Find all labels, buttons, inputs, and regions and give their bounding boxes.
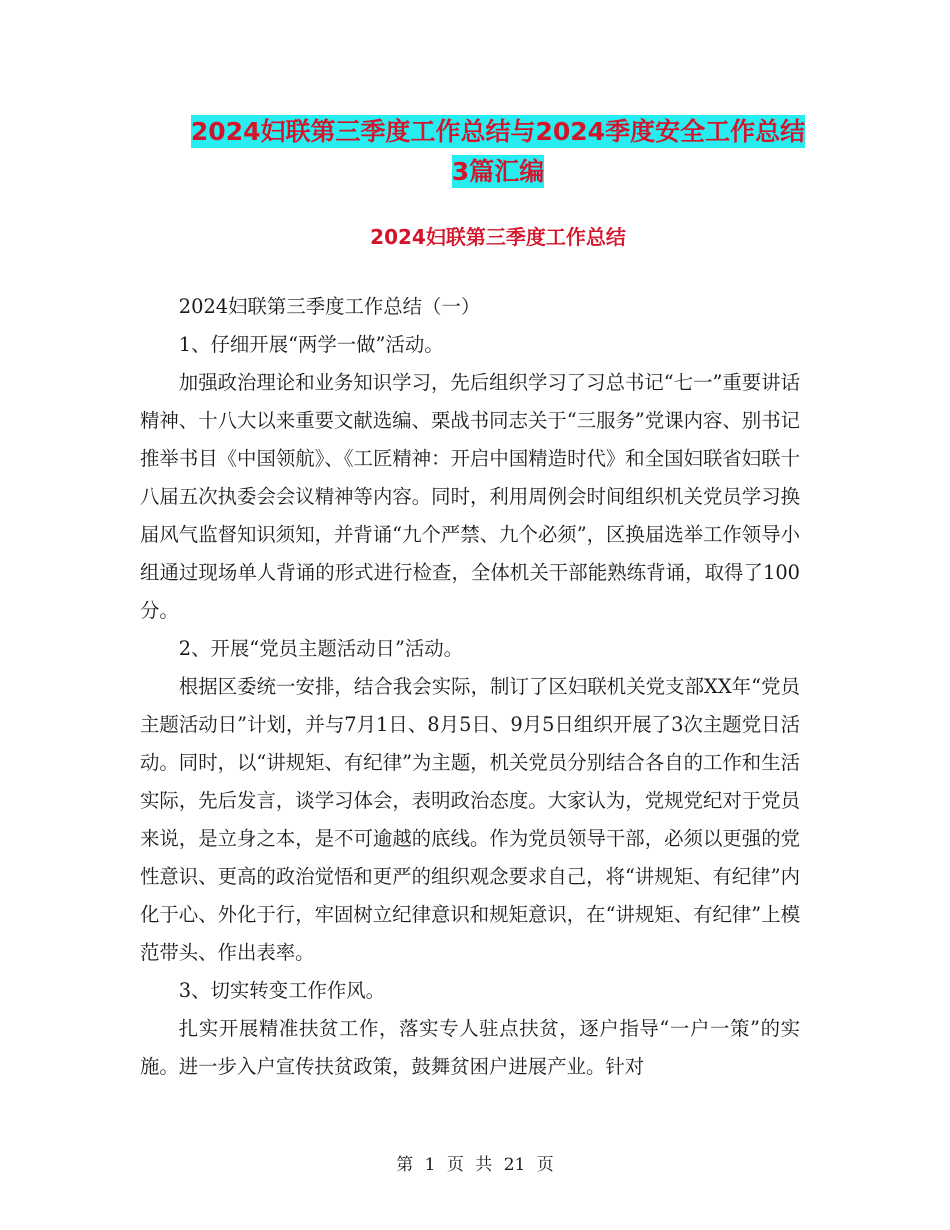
paragraph-subtitle: 2024妇联第三季度工作总结（一）: [178, 295, 481, 318]
paragraph-body-3: 扎实开展精准扶贫工作，落实专人驻点扶贫，逐户指导“一户一策”的实施。进一步入户宣传扶贫政策，鼓舞贫困户进展产业。针对: [140, 1017, 800, 1078]
paragraph-body-1: 加强政治理论和业务知识学习，先后组织学习了习总书记“七一”重要讲话精神、十八大以来重要文献选编、栗战书同志关于“三服务”党课内容、别书记推举书目《中国领航》、《工匠精神：开启中国精造时代》和全国妇联省妇联十八届五次执委会会议精神等内容。同时，利用周例会时间组织机关党员学习换届风气监督知识须知，并背诵“九个严禁、九个必须”，区换届选举工作领导小组通过现场单人背诵的形式进行检查，全体机关干部能熟练背诵，取得了100分。: [140, 371, 800, 622]
document-body: [140, 288, 800, 1086]
title-line-2: 3篇汇编: [451, 157, 545, 186]
title-line-1: 2024妇联第三季度工作总结与2024季度安全工作总结: [190, 117, 806, 146]
paragraph-heading-3: 3、切实转变工作作风。: [178, 979, 386, 1002]
paragraph-body-2: 根据区委统一安排，结合我会实际，制订了区妇联机关党支部XX年“党员主题活动日”计划，并与7月1日、8月5日、9月5日组织开展了3次主题党日活动。同时，以“讲规矩、有纪律”为主题，机关党员分别结合各自的工作和生活实际，先后发言，谈学习体会，表明政治态度。大家认为，党规党纪对于党员来说，是立身之本，是不可逾越的底线。作为党员领导干部，必须以更强的党性意识、更高的政治觉悟和更严的组织观念要求自己，将“讲规矩、有纪律”内化于心、外化于行，牢固树立纪律意识和规矩意识，在“讲规矩、有纪律”上模范带头、作出表率。: [140, 675, 800, 964]
paragraph-heading-2: 2、开展“党员主题活动日”活动。: [178, 637, 464, 660]
paragraph-heading-1: 1、仔细开展“两学一做”活动。: [178, 333, 444, 356]
document-title: [140, 112, 856, 192]
page-footer: 第 1 页 共 21 页: [396, 1155, 554, 1175]
section-title: 2024妇联第三季度工作总结: [370, 225, 626, 249]
